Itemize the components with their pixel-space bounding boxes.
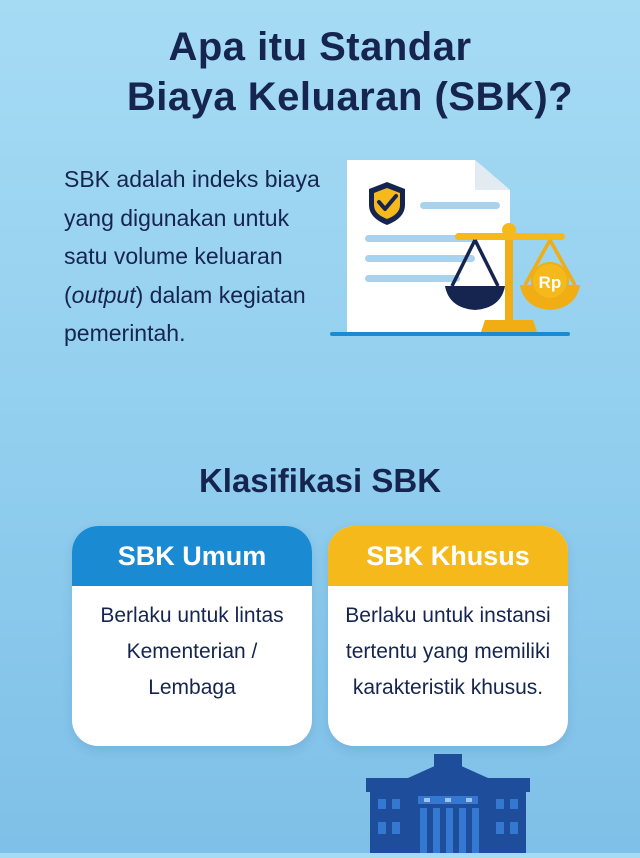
definition-text-after: ) dalam kegiatan pemerintah. xyxy=(64,281,306,346)
sbk-umum-description: Berlaku untuk lintas Kementerian / Lembaga xyxy=(100,604,284,699)
title-line-2: Biaya Keluaran (SBK)? xyxy=(126,75,574,119)
title-line-1: Apa itu Standar xyxy=(168,25,472,69)
government-building-icon xyxy=(362,752,534,853)
definition-text-before: SBK adalah indeks biaya yang digunakan untuk satu volume keluaran ( xyxy=(64,166,320,308)
sbk-umum-card xyxy=(72,526,312,746)
definition-text-italic: output xyxy=(71,281,136,308)
ground-line xyxy=(330,332,570,336)
definition-text xyxy=(64,160,334,353)
sbk-khusus-description: Berlaku untuk instansi tertentu yang memiliki karakteristik khusus. xyxy=(345,604,551,699)
sbk-khusus-card xyxy=(328,526,568,746)
sbk-khusus-heading: SBK Khusus xyxy=(328,526,568,586)
sbk-umum-heading: SBK Umum xyxy=(72,526,312,586)
coin-label: Rp xyxy=(538,273,562,292)
document-scale-illustration xyxy=(325,150,585,350)
classification-title: Klasifikasi SBK xyxy=(198,462,442,499)
page-title xyxy=(0,22,640,122)
